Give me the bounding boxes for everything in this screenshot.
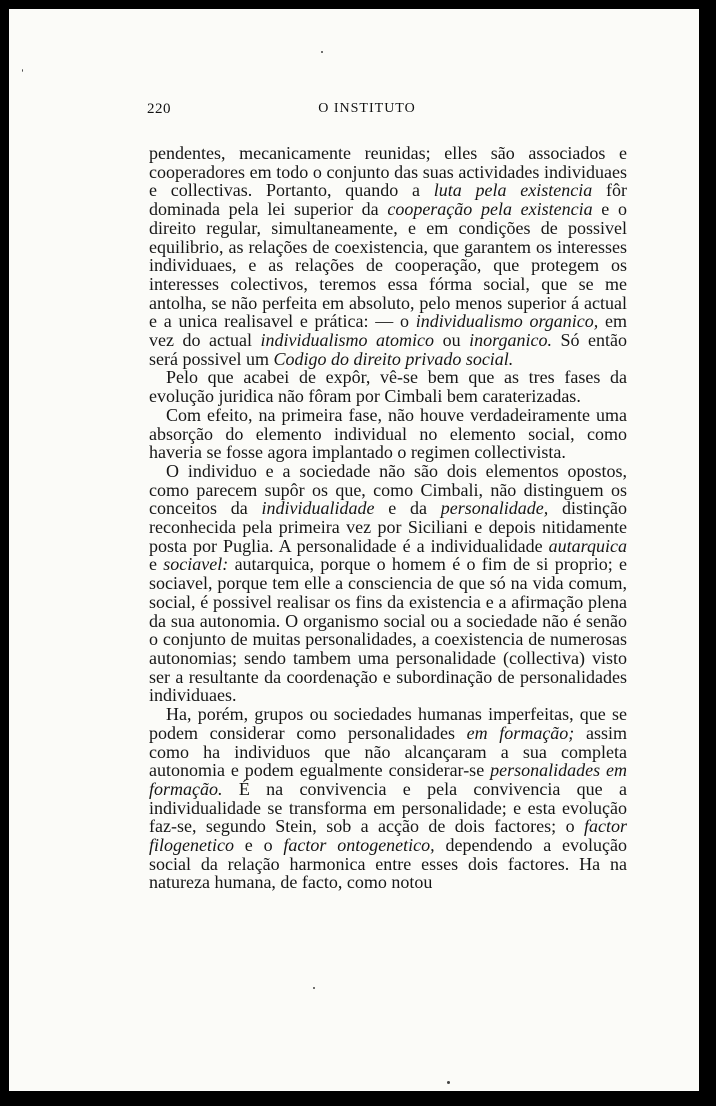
italic-text: em formação; [466, 722, 575, 743]
italic-text: personalidades em formação. [149, 760, 628, 799]
running-title: O INSTITUTO [318, 101, 416, 116]
italic-text: individualidade [261, 498, 375, 519]
scan-speck [313, 987, 315, 989]
text-run: e [149, 554, 164, 575]
text-run: dependendo a evolução social da relação harmonica entre esses dois factores. Ha na natureza humana, de facto, como notou [149, 835, 628, 893]
scanned-page [9, 9, 699, 1091]
text-run: Ha, porém, grupos ou sociedades humanas imperfeitas, que se podem considerar como personalidades [149, 704, 627, 743]
text-run: e da [374, 498, 441, 519]
paragraph [149, 406, 627, 462]
paragraph [149, 368, 627, 405]
scan-speck [321, 51, 323, 53]
text-run: pendentes, mecanicamente reunidas; elles são associados e cooperadores em todo o conjunto das suas actividades individuaes e collectivas. Portanto, quando a [149, 143, 627, 201]
italic-text: factor filogenetico [149, 816, 627, 856]
italic-text: individualismo organico, [415, 311, 599, 332]
text-run: O individuo e a sociedade não são dois elementos opostos, como parecem supôr os que, como Cimbali, não distinguem os conceitos da [149, 460, 627, 519]
body-text [149, 144, 627, 892]
paragraph [149, 144, 627, 368]
text-run: Só então será possivel um [149, 330, 627, 369]
page-number: 220 [147, 101, 171, 117]
italic-text: individualismo atomico [260, 330, 435, 351]
running-head [147, 101, 587, 123]
text-run: fôr dominada pela lei superior da [149, 180, 627, 220]
text-run: É na convivencia e pela convivencia que a individualidade se transforma em personalidade; e esta evolução faz-se, segundo Stein, sob a acção de dois factores; o [149, 778, 627, 837]
text-run: Pelo que acabei de expôr, vê-se bem que as tres fases da evolução juridica não fôram por Cimbali bem caraterizadas. [149, 367, 627, 407]
text-run: assim como ha individuos que não alcançaram a sua completa autonomia e podem egualmente considerar-se [149, 722, 627, 781]
text-run: e o direito regular, simultaneamente, e em condições de possivel equilibrio, as relações de coexistencia, que garantem os interesses individuaes, e as relações de cooperação, que protegem os interesses colectivos, teremos essa fórma social, que se me antolha, se não perfeita em absoluto, pelo menos superior á actual e a unica realisavel e prática: — o [149, 199, 627, 332]
paragraph [149, 705, 627, 892]
italic-text: autarquica [548, 535, 627, 556]
italic-text: inorganico. [469, 330, 552, 351]
italic-text: cooperação pela existencia [387, 199, 593, 220]
italic-text: luta pela existencia [433, 180, 593, 201]
italic-text: personalidade, [440, 498, 549, 519]
text-run: ou [434, 330, 470, 351]
text-run: e o [233, 835, 284, 856]
italic-text: factor ontogenetico, [283, 835, 435, 856]
scan-speck [22, 69, 23, 72]
scan-speck [447, 1081, 450, 1084]
text-run: distinção reconhecida pela primeira vez por Siciliani e depois nitidamente posta por Puglia. A personalidade é a individualidade [149, 498, 627, 556]
text-run: Com efeito, na primeira fase, não houve verdadeiramente uma absorção do elemento individual no elemento social, como haveria se fosse agora implantado o regimen collectivista. [149, 404, 627, 463]
text-run: em vez do actual [149, 311, 628, 351]
text-run: autarquica, porque o homem é o fim de si proprio; e sociavel, porque tem elle a consciencia de que só na vida comum, social, é possivel realisar os fins da existencia e a afirmação plena da sua autonomia. O organismo social ou a sociedade não é senão o conjunto de muitas personalidades, a coexistencia de numerosas autonomias; sendo tambem uma personalidade (collectiva) visto ser a resultante da coordenação e subordinação de personalidades individuaes. [149, 554, 627, 706]
italic-text: sociavel: [163, 554, 229, 575]
paragraph [149, 462, 627, 705]
italic-text: Codigo do direito privado social. [273, 348, 514, 369]
